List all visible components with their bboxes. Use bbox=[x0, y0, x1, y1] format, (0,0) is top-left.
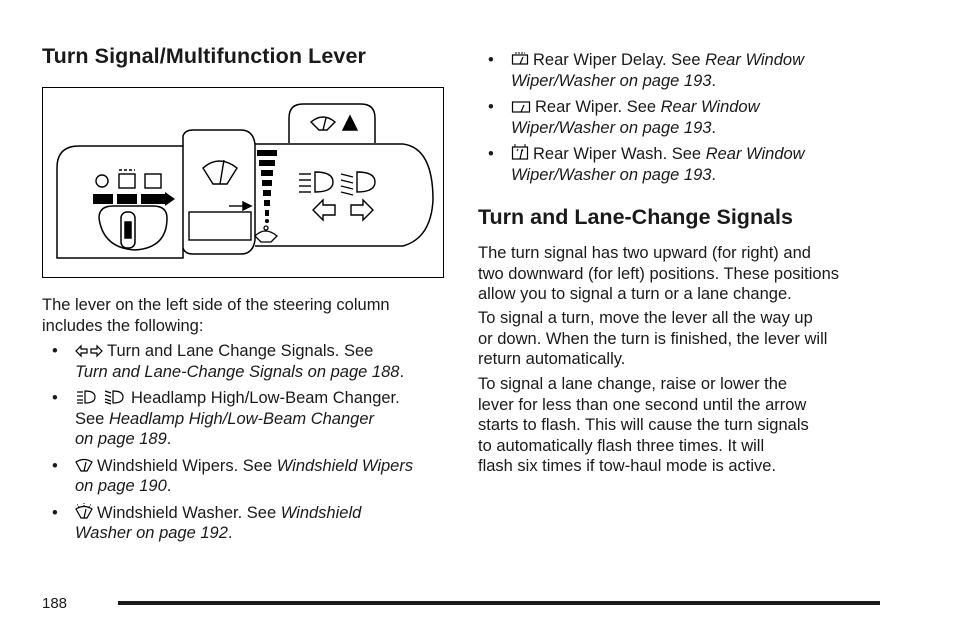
punctuation: . bbox=[166, 430, 172, 448]
bullet: • bbox=[52, 342, 58, 360]
list-item bbox=[478, 50, 898, 91]
text-line: Windshield Washer. See bbox=[97, 503, 281, 522]
text-line: The lever on the left side of the steering column bbox=[42, 296, 390, 314]
cross-reference: Turn and Lane-Change Signals on page 188 bbox=[75, 362, 400, 381]
punctuation: . bbox=[711, 71, 717, 90]
text-line: return automatically. bbox=[478, 350, 626, 368]
cross-reference: Wiper/Washer on page 193 bbox=[511, 118, 712, 137]
bullet: • bbox=[52, 456, 58, 475]
bullet: • bbox=[488, 145, 494, 163]
sleeve-wiper-icon bbox=[189, 160, 251, 240]
wiper-tab-outline bbox=[289, 104, 375, 143]
lever-illustration bbox=[42, 87, 444, 278]
rotary-knob bbox=[99, 206, 167, 250]
windshield-wiper-icon bbox=[75, 458, 93, 473]
text-line: starts to flash. This will cause the turn signals bbox=[478, 416, 809, 434]
text-line: two downward (for left) positions. These positions bbox=[478, 264, 840, 283]
rear-wiper-delay-icon bbox=[511, 52, 529, 67]
punctuation: . bbox=[227, 524, 233, 542]
punctuation: . bbox=[711, 118, 717, 137]
left-bullet-list bbox=[42, 341, 462, 544]
cross-reference: Rear Window bbox=[705, 145, 805, 163]
text-line: Windshield Wipers. See bbox=[97, 456, 277, 475]
cross-reference: on page 189 bbox=[75, 430, 167, 448]
windshield-washer-icon bbox=[75, 503, 93, 520]
wiper-tab-icon bbox=[311, 116, 357, 130]
section-heading: Turn Signal/Multifunction Lever bbox=[42, 44, 367, 68]
punctuation: . bbox=[399, 362, 405, 381]
text-line: or down. When the turn is finished, the lever will bbox=[478, 329, 828, 348]
footer-rule bbox=[118, 601, 880, 605]
end-cap-bars bbox=[93, 192, 175, 206]
paragraph-3 bbox=[478, 374, 809, 477]
subsection-heading: Turn and Lane-Change Signals bbox=[478, 205, 793, 229]
list-item bbox=[42, 456, 462, 497]
punctuation: . bbox=[711, 165, 717, 184]
text-line: includes the following: bbox=[42, 316, 204, 335]
paragraph-2 bbox=[478, 308, 827, 370]
turn-arrows-icon bbox=[75, 344, 103, 358]
cross-reference: Wiper/Washer on page 193 bbox=[511, 71, 712, 90]
cross-reference: Rear Window bbox=[660, 98, 760, 116]
page-number: 188 bbox=[42, 595, 68, 612]
lever-sleeve bbox=[183, 130, 255, 254]
text-line: To signal a lane change, raise or lower the bbox=[478, 375, 788, 393]
cross-reference: Headlamp High/Low-Beam Changer bbox=[108, 409, 375, 428]
list-item bbox=[478, 144, 898, 185]
list-item bbox=[42, 341, 462, 382]
bullet: • bbox=[488, 98, 494, 116]
list-item bbox=[478, 97, 898, 138]
text-line: See bbox=[75, 409, 109, 428]
list-item bbox=[42, 388, 462, 450]
intro-paragraph bbox=[42, 295, 390, 336]
paragraph-1 bbox=[478, 243, 839, 305]
cross-reference: Rear Window bbox=[705, 51, 804, 69]
text-line: flash six times if tow-haul mode is active. bbox=[478, 457, 777, 475]
headlamp-beam-icon bbox=[75, 389, 127, 405]
text-line: to automatically flash three times. It will bbox=[478, 436, 765, 455]
headlamp-icons bbox=[299, 172, 375, 195]
text-line: Headlamp High/Low-Beam Changer. bbox=[131, 389, 400, 407]
bullet: • bbox=[52, 389, 58, 407]
lever-shaft bbox=[255, 144, 433, 246]
cross-reference: on page 190 bbox=[75, 477, 167, 495]
bullet: • bbox=[488, 51, 494, 69]
bullet: • bbox=[52, 503, 58, 522]
text-line: lever for less than one second until the arrow bbox=[478, 395, 807, 414]
text-line: To signal a turn, move the lever all the way up bbox=[478, 309, 813, 327]
cross-reference: Windshield Wipers bbox=[276, 456, 414, 475]
turn-arrow-icons bbox=[313, 200, 373, 220]
washer-icon bbox=[255, 226, 277, 242]
text-line: The turn signal has two upward (for right) and bbox=[478, 244, 811, 262]
lever-diagram bbox=[43, 88, 442, 276]
cross-reference: Wiper/Washer on page 193 bbox=[511, 165, 712, 184]
cross-reference: Windshield bbox=[280, 503, 362, 522]
text-line: Rear Wiper Wash. See bbox=[533, 145, 706, 163]
rear-wiper-wash-icon bbox=[511, 144, 529, 161]
cross-reference: Washer on page 192 bbox=[75, 524, 228, 542]
punctuation: . bbox=[166, 477, 172, 495]
text-line: Rear Wiper. See bbox=[535, 98, 661, 116]
text-line: Turn and Lane Change Signals. See bbox=[107, 342, 374, 360]
end-cap-icons bbox=[96, 170, 161, 188]
right-bullet-list bbox=[478, 50, 898, 185]
text-line: Rear Wiper Delay. See bbox=[533, 51, 706, 69]
list-item bbox=[42, 503, 462, 544]
text-line: allow you to signal a turn or a lane change. bbox=[478, 285, 792, 303]
rear-wiper-icon bbox=[511, 100, 531, 114]
delay-bars bbox=[257, 150, 277, 223]
